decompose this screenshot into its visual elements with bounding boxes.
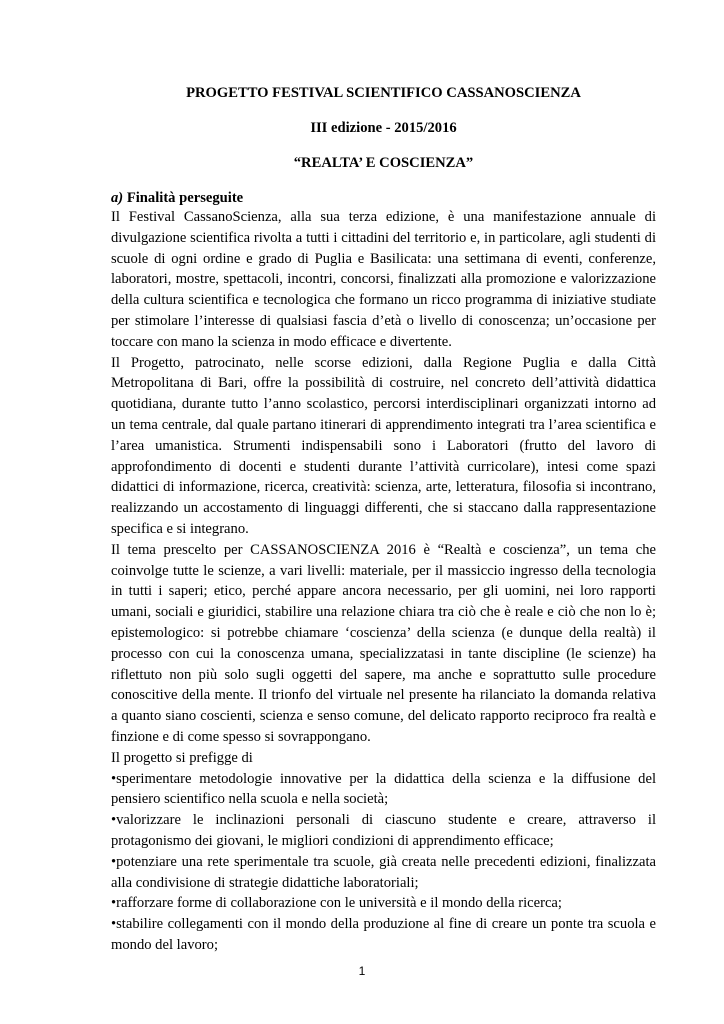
list-item: •valorizzare le inclinazioni personali di ciascuno studente e creare, attraverso il protagonismo dei giovani, le migliori condizioni di apprendimento efficace; — [111, 812, 656, 849]
document-title: PROGETTO FESTIVAL SCIENTIFICO CASSANOSCIENZA — [186, 85, 581, 101]
section-heading — [111, 189, 656, 207]
section-letter: a) — [111, 190, 124, 206]
list-item: •rafforzare forme di collaborazione con le università e il mondo della ricerca; — [111, 895, 562, 912]
page-number: 1 — [358, 964, 366, 978]
document-body — [111, 84, 656, 956]
paragraph-theme: Il tema prescelto per CASSANOSCIENZA 2016 è “Realtà e coscienza”, un tema che coinvolge tutte le scienze, a vari livelli: materiale, per il massiccio ingresso della tecnologia in tutti i saperi; etico, perché appare ancora necessario, per gli uomini, nei loro rapporti umani, sociali e giuridici, stabilire una relazione chiara tra ciò che è reale e ciò che non lo è; epistemologico: si potrebbe chiamare ‘coscienza’ della scienza (e dunque della realtà) il processo con cui la conoscenza umana, specializzatasi in tante discipline (le scienze) ha riflettuto non più solo sugli oggetti del sapere, ma anche e soprattutto sulle procedure conoscitive della mente. Il trionfo del virtuale nel presente ha rilanciato la domanda relativa a quanto siano coscienti, scienza e senso comune, del delicato rapporto reciproco fra realtà e finzione e di come spesso si sovrappongano. — [111, 541, 656, 745]
list-item: •potenziare una rete sperimentale tra scuole, già creata nelle precedenti edizioni, finalizzata alla condivisione di strategie didattiche laboratoriali; — [111, 853, 656, 891]
paragraph-intro: Il Festival CassanoScienza, alla sua terza edizione, è una manifestazione annuale di divulgazione scientifica rivolta a tutti i cittadini del territorio e, in particolare, agli studenti di scuole di ogni ordine e grado di Puglia e Basilicata: una settimana di eventi, conferenze, laboratori, mostre, spettacoli, incontri, concorsi, finalizzati alla promozione e valorizzazione della cultura scientifica e tecnologica che formano un ricco programma di iniziative studiate per stimolare l’interesse di qualsiasi fascia d’età o livello di conoscenza; un’occasione per toccare con mano la scienza in modo efficace e divertente. — [111, 209, 656, 350]
list-item: •sperimentare metodologie innovative per la didattica della scienza e la diffusione del pensiero scientifico nella scuola e nella società; — [111, 770, 656, 808]
paragraph-project: Il Progetto, patrocinato, nelle scorse edizioni, dalla Regione Puglia e dalla Città Metropolitana di Bari, offre la possibilità di costruire, nel concreto dell’attività didattica quotidiana, durante tutto l’anno scolastico, percorsi interdisciplinari organizzati intorno ad un tema centrale, dal quale partano itinerari di apprendimento integrati tra l’area scientifica e l’area umanistica. Strumenti indispensabili sono i Laboratori (frutto del lavoro di approfondimento di docenti e studenti durante l’attività curricolare), intesi come spazi didattici di informazione, ricerca, creatività: scienza, arte, letteratura, filosofia si incontrano, realizzando un accostamento di linguaggi differenti, che si staccano dalla rappresentazione specifica e si integrano. — [111, 354, 656, 537]
edition-line: III edizione - 2015/2016 — [310, 120, 457, 136]
theme-title: “REALTA’ E COSCIENZA” — [293, 155, 474, 171]
paragraph-goals-intro: Il progetto si prefigge di — [111, 749, 253, 766]
section-heading-text: Finalità perseguite — [126, 190, 244, 206]
list-item: •stabilire collegamenti con il mondo della produzione al fine di creare un ponte tra scuola e mondo del lavoro; — [111, 916, 656, 953]
